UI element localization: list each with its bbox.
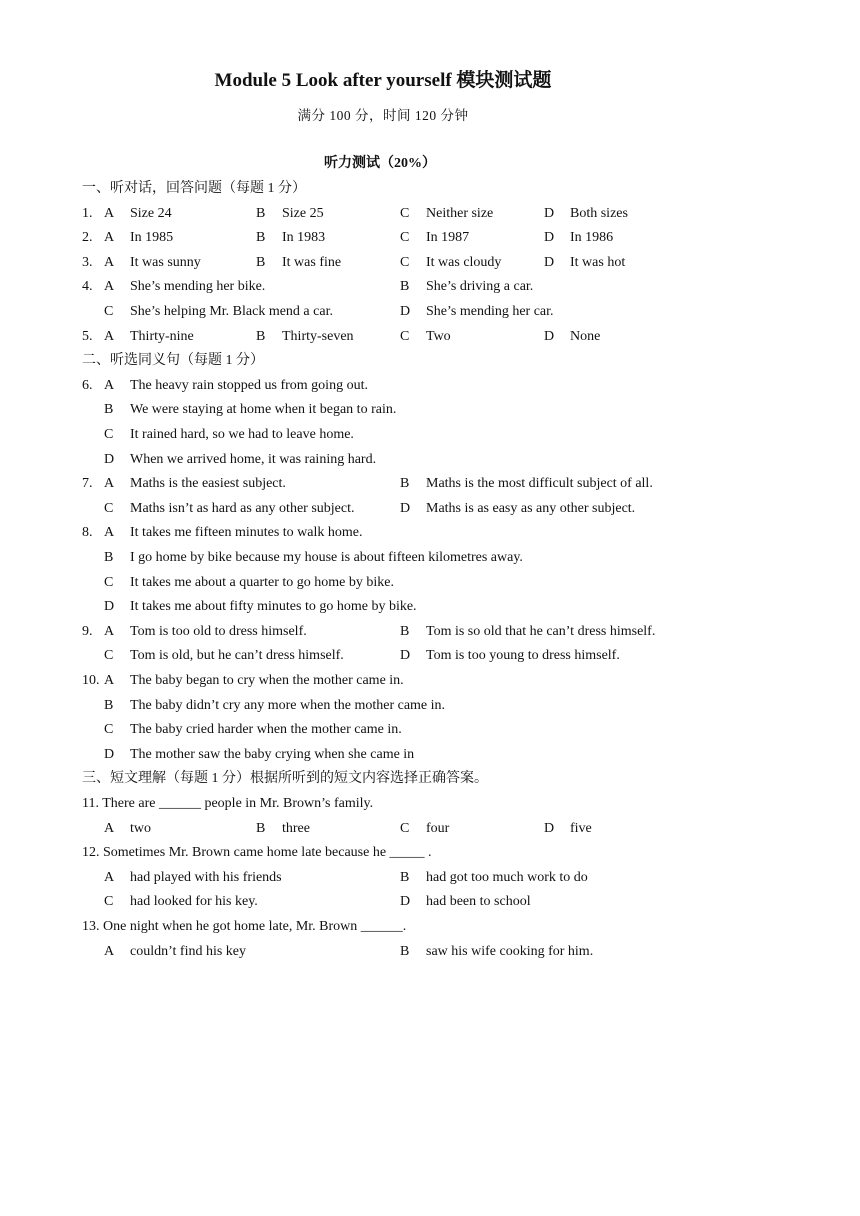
section-heading: 二、听选同义句（每题 1 分） (82, 353, 264, 368)
option-text: It was fine (282, 255, 342, 270)
question-row (0, 423, 860, 447)
question-stem: 12. Sometimes Mr. Brown came home late because he _____ . (82, 845, 432, 860)
option-letter: C (104, 894, 114, 909)
option-text: It takes me about a quarter to go home by bike. (130, 575, 394, 590)
question-row (0, 595, 860, 619)
option-text: had got too much work to do (426, 870, 588, 885)
option-letter: D (104, 452, 115, 467)
question-row (0, 866, 860, 890)
option-text: two (130, 821, 151, 836)
option-letter: B (104, 698, 114, 713)
option-text: Both sizes (570, 206, 628, 221)
option-text: She’s mending her car. (426, 304, 554, 319)
option-letter: D (544, 206, 555, 221)
question-row (0, 718, 860, 742)
section-heading-row (0, 349, 860, 373)
question-row (0, 940, 860, 964)
option-text: Tom is too old to dress himself. (130, 624, 307, 639)
question-row (0, 694, 860, 718)
option-letter: D (544, 230, 555, 245)
question-number: 3. (82, 255, 93, 270)
option-letter: B (400, 279, 410, 294)
option-text: The mother saw the baby crying when she came in (130, 747, 415, 762)
question-number: 9. (82, 624, 93, 639)
option-letter: C (400, 255, 410, 270)
question-row (0, 398, 860, 422)
option-letter: B (400, 944, 410, 959)
question-row (0, 472, 860, 496)
option-text: She’s driving a car. (426, 279, 534, 294)
option-letter: C (104, 304, 114, 319)
option-text: had looked for his key. (130, 894, 258, 909)
question-number: 7. (82, 476, 93, 491)
option-text: In 1987 (426, 230, 470, 245)
option-letter: B (256, 329, 266, 344)
option-letter: C (104, 575, 114, 590)
question-stem: 11. There are ______ people in Mr. Brown’s family. (82, 796, 374, 811)
option-text: couldn’t find his key (130, 944, 247, 959)
option-letter: A (104, 378, 115, 393)
option-letter: C (400, 821, 410, 836)
option-letter: C (400, 206, 410, 221)
option-text: It takes me about fifty minutes to go home by bike. (130, 599, 417, 614)
question-stem-row (0, 841, 860, 865)
option-letter: B (400, 476, 410, 491)
question-row (0, 202, 860, 226)
question-row (0, 546, 860, 570)
option-letter: D (400, 304, 411, 319)
option-text: saw his wife cooking for him. (426, 944, 594, 959)
question-row (0, 325, 860, 349)
question-row (0, 497, 860, 521)
option-text: Tom is so old that he can’t dress himself. (426, 624, 656, 639)
option-letter: A (104, 230, 115, 245)
option-letter: B (256, 206, 266, 221)
option-letter: A (104, 206, 115, 221)
option-letter: A (104, 944, 115, 959)
section-heading: 一、听对话，回答问题（每题 1 分） (82, 181, 306, 196)
question-number: 1. (82, 206, 93, 221)
option-letter: B (256, 230, 266, 245)
option-text: Neither size (426, 206, 494, 221)
option-text: She’s helping Mr. Black mend a car. (130, 304, 333, 319)
question-stem-row (0, 915, 860, 939)
question-row (0, 644, 860, 668)
option-letter: D (400, 501, 411, 516)
option-letter: C (104, 722, 114, 737)
option-text: In 1986 (570, 230, 614, 245)
option-letter: D (544, 821, 555, 836)
option-text: I go home by bike because my house is about fifteen kilometres away. (130, 550, 523, 565)
question-row (0, 275, 860, 299)
option-letter: C (104, 501, 114, 516)
option-text: Maths is as easy as any other subject. (426, 501, 636, 516)
option-text: It was hot (570, 255, 626, 270)
question-row (0, 571, 860, 595)
question-row (0, 251, 860, 275)
option-text: Maths isn’t as hard as any other subject. (130, 501, 355, 516)
option-text: In 1985 (130, 230, 174, 245)
question-row (0, 448, 860, 472)
option-text: five (570, 821, 592, 836)
option-text: Thirty-nine (130, 329, 194, 344)
option-text: Thirty-seven (282, 329, 354, 344)
option-letter: B (256, 821, 266, 836)
option-text: It rained hard, so we had to leave home. (130, 427, 354, 442)
option-letter: D (400, 894, 411, 909)
option-text: Maths is the most difficult subject of all. (426, 476, 653, 491)
question-stem: 13. One night when he got home late, Mr. Brown ______. (82, 919, 407, 934)
option-letter: B (104, 402, 114, 417)
option-letter: C (400, 329, 410, 344)
option-text: four (426, 821, 450, 836)
option-text: The baby didn’t cry any more when the mother came in. (130, 698, 446, 713)
question-row (0, 620, 860, 644)
question-number: 5. (82, 329, 93, 344)
option-text: three (282, 821, 310, 836)
option-letter: A (104, 279, 115, 294)
question-row (0, 226, 860, 250)
question-row (0, 521, 860, 545)
option-text: Maths is the easiest subject. (130, 476, 286, 491)
option-text: Tom is too young to dress himself. (426, 648, 620, 663)
question-number: 2. (82, 230, 93, 245)
page-title: Module 5 Look after yourself 模块测试题 (214, 70, 552, 91)
option-letter: A (104, 624, 115, 639)
section-heading-row (0, 767, 860, 791)
question-row (0, 300, 860, 324)
option-text: Tom is old, but he can’t dress himself. (130, 648, 344, 663)
option-letter: A (104, 870, 115, 885)
option-text: Size 25 (282, 206, 324, 221)
option-letter: B (256, 255, 266, 270)
option-letter: A (104, 476, 115, 491)
option-letter: A (104, 329, 115, 344)
option-text: had played with his friends (130, 870, 282, 885)
option-letter: C (104, 648, 114, 663)
option-letter: B (400, 624, 410, 639)
option-letter: D (400, 648, 411, 663)
option-letter: D (544, 255, 555, 270)
option-letter: C (104, 427, 114, 442)
question-row (0, 890, 860, 914)
option-text: It was sunny (130, 255, 201, 270)
option-text: had been to school (426, 894, 531, 909)
option-letter: D (104, 599, 115, 614)
option-letter: D (104, 747, 115, 762)
option-text: We were staying at home when it began to rain. (130, 402, 397, 417)
listening-heading: 听力测试（20%） (324, 156, 436, 171)
option-text: She’s mending her bike. (130, 279, 266, 294)
option-letter: A (104, 525, 115, 540)
option-letter: A (104, 255, 115, 270)
option-text: It was cloudy (426, 255, 502, 270)
option-text: Size 24 (130, 206, 172, 221)
question-number: 4. (82, 279, 93, 294)
option-text: None (570, 329, 601, 344)
option-letter: A (104, 673, 115, 688)
option-text: The heavy rain stopped us from going out. (130, 378, 368, 393)
question-number: 10. (82, 673, 100, 688)
option-letter: B (104, 550, 114, 565)
option-text: It takes me fifteen minutes to walk home. (130, 525, 363, 540)
page-subtitle: 满分 100 分，时间 120 分钟 (297, 108, 469, 123)
option-text: Two (426, 329, 451, 344)
option-letter: D (544, 329, 555, 344)
section-heading: 三、短文理解（每题 1 分）根据所听到的短文内容选择正确答案。 (82, 771, 488, 786)
option-text: In 1983 (282, 230, 326, 245)
option-letter: A (104, 821, 115, 836)
question-number: 8. (82, 525, 93, 540)
option-text: When we arrived home, it was raining hard. (130, 452, 377, 467)
option-text: The baby cried harder when the mother came in. (130, 722, 402, 737)
question-row (0, 374, 860, 398)
question-row (0, 669, 860, 693)
question-stem-row (0, 792, 860, 816)
option-letter: B (400, 870, 410, 885)
option-letter: C (400, 230, 410, 245)
question-row (0, 817, 860, 841)
section-heading-row (0, 177, 860, 201)
question-row (0, 743, 860, 767)
question-number: 6. (82, 378, 93, 393)
option-text: The baby began to cry when the mother came in. (130, 673, 404, 688)
